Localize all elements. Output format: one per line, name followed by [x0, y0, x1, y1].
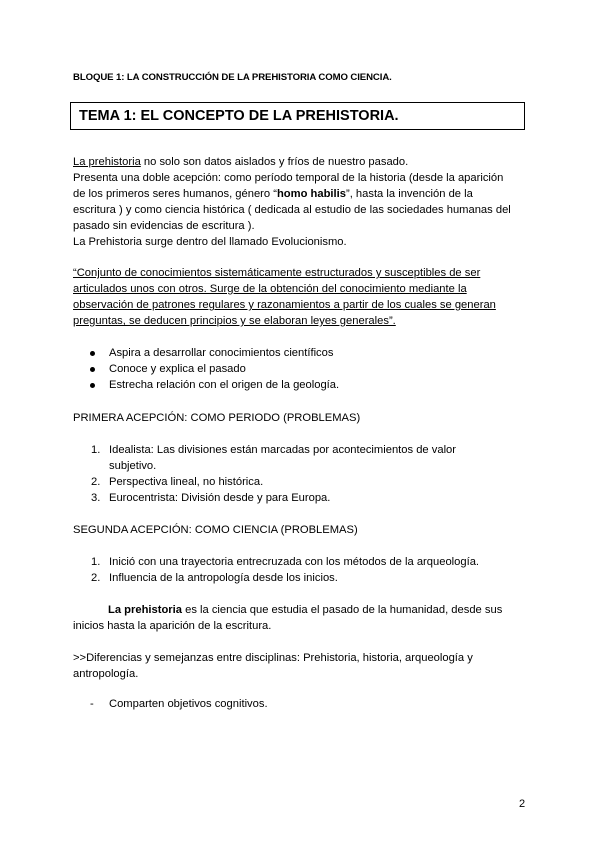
list-item: 1. Idealista: Las divisiones están marcadas por acontecimientos de valor subjetivo. [91, 444, 456, 472]
bullet-list [73, 345, 513, 393]
intro-line2-rest: ”, hasta la invención de la escritura ) y como ciencia histórica ( dedicada al estudio de las sociedades humanas del pasado sin evidencias de escritura ). [73, 188, 511, 232]
tema-title-box [70, 102, 525, 130]
list-item: Conoce y explica el pasado [73, 361, 513, 377]
intro-line1: no solo son datos aislados y fríos de nuestro pasado. [140, 156, 409, 168]
bullet-icon [90, 367, 95, 372]
diferencias-paragraph: >>Diferencias y semejanzas entre disciplinas: Prehistoria, historia, arqueología y antropología. [73, 652, 473, 680]
list-item: 1. Inició con una trayectoria entrecruzada con los métodos de la arqueología. [91, 556, 480, 568]
intro-term: La prehistoria [73, 156, 141, 168]
intro-line3: La Prehistoria surge dentro del llamado Evolucionismo. [73, 236, 347, 248]
list-item: 2. Influencia de la antropología desde los inicios. [91, 572, 338, 584]
dash-marker: - [90, 698, 94, 710]
page-number: 2 [519, 798, 526, 810]
bullet-icon [90, 351, 95, 356]
science-quote: “Conjunto de conocimientos sistemáticamente estructurados y susceptibles de ser articulados unos con otros. Surge de la obtención del conocimiento mediante la observación de patrones regulares y razonamientos a partir de los cuales se generan preguntas, se deducen principios y se elaboran leyes generales”. [73, 267, 496, 327]
definition-term: La prehistoria [108, 604, 182, 616]
intro-paragraph [73, 154, 518, 250]
bullet-icon [90, 383, 95, 388]
definition-paragraph: La prehistoria es la ciencia que estudia el pasado de la humanidad, desde sus inicios hasta la aparición de la escritura. [73, 604, 503, 632]
list-item: 2. Perspectiva lineal, no histórica. [91, 476, 264, 488]
primera-heading: PRIMERA ACEPCIÓN: COMO PERIODO (PROBLEMAS) [73, 412, 361, 424]
list-item: 3. Eurocentrista: División desde y para Europa. [91, 492, 331, 504]
segunda-list [73, 554, 503, 586]
list-item: Estrecha relación con el origen de la geología. [73, 377, 513, 393]
dash-list-item: - Comparten objetivos cognitivos. [90, 698, 268, 710]
intro-line2: Presenta una doble acepción: como período temporal de la historia (desde la aparición de los primeros seres humanos, género “ [73, 172, 504, 200]
homo-habilis: homo habilis [276, 188, 346, 200]
segunda-heading: SEGUNDA ACEPCIÓN: COMO CIENCIA (PROBLEMAS) [73, 524, 358, 536]
list-item: Aspira a desarrollar conocimientos científicos [73, 345, 513, 361]
primera-list [73, 442, 503, 506]
tema-title: TEMA 1: EL CONCEPTO DE LA PREHISTORIA. [79, 108, 399, 124]
block-title: BLOQUE 1: LA CONSTRUCCIÓN DE LA PREHISTORIA COMO CIENCIA. [73, 72, 392, 83]
